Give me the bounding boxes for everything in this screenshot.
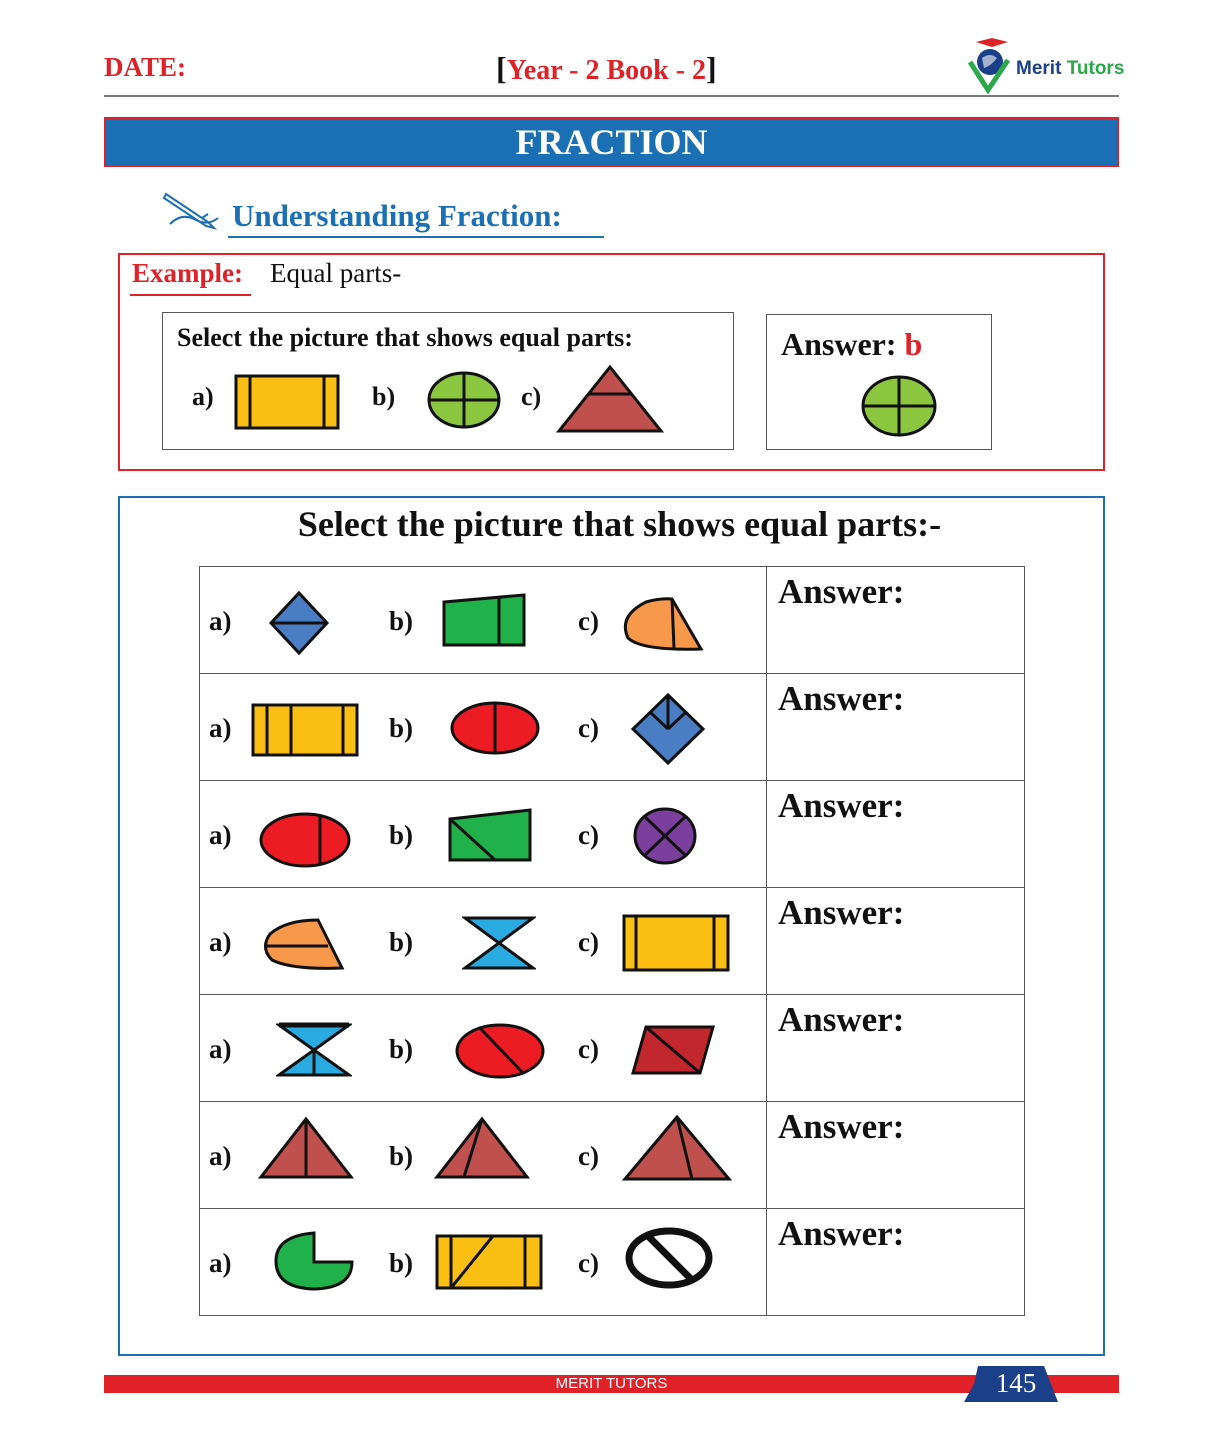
example-option-c-label: c)	[521, 382, 542, 411]
example-underline	[130, 294, 251, 296]
table-row-rule	[199, 994, 1025, 995]
row6-option-b-shape[interactable]	[434, 1116, 530, 1180]
row2-option-c-label: c)	[578, 713, 599, 743]
example-option-a-label: a)	[192, 382, 214, 411]
row5-option-b-shape[interactable]	[454, 1022, 546, 1080]
table-row-rule	[199, 887, 1025, 888]
row3-option-a-label: a)	[209, 820, 232, 850]
example-answer	[781, 326, 922, 363]
row4-answer-label: Answer:	[778, 893, 905, 932]
grad-cap-icon	[976, 38, 1008, 47]
section-underline	[228, 236, 604, 238]
row5-option-c-shape[interactable]	[630, 1024, 716, 1076]
row2-option-b-shape[interactable]	[449, 700, 541, 756]
row3-option-b-label: b)	[389, 820, 414, 850]
row5-option-b-label: b)	[389, 1034, 414, 1064]
brand-word1: Merit	[1016, 58, 1062, 79]
row7-answer-label: Answer:	[778, 1214, 905, 1253]
row1-option-c-shape[interactable]	[622, 596, 704, 652]
row3-option-c-shape[interactable]	[632, 806, 698, 866]
example-option-b-shape[interactable]	[426, 370, 502, 430]
row3-option-b-shape[interactable]	[447, 807, 533, 863]
example-option-b-label: b)	[372, 382, 396, 411]
exercise-title: Select the picture that shows equal parts:-	[297, 504, 942, 544]
row4-option-c-shape[interactable]	[622, 914, 730, 972]
row5-option-c-label: c)	[578, 1034, 599, 1064]
row7-option-b-shape[interactable]	[435, 1234, 543, 1290]
row5-answer-label: Answer:	[778, 1000, 905, 1039]
row4-option-a-label: a)	[209, 927, 232, 957]
row2-option-a-shape[interactable]	[251, 703, 359, 757]
pencil-icon	[162, 190, 224, 230]
row5-option-a-shape[interactable]	[276, 1022, 352, 1078]
row2-option-a-label: a)	[209, 713, 232, 743]
page-title: FRACTION	[515, 122, 708, 162]
brand-word2: Tutors	[1066, 58, 1125, 79]
table-divider	[766, 566, 767, 1316]
date-label: DATE:	[104, 52, 187, 82]
table-row-rule	[199, 1208, 1025, 1209]
row4-option-a-shape[interactable]	[262, 916, 346, 972]
row1-option-a-label: a)	[209, 606, 232, 636]
example-answer-value: b	[904, 326, 923, 362]
row7-option-a-shape[interactable]	[272, 1230, 356, 1292]
example-answer-label: Answer:	[781, 326, 897, 362]
row2-answer-label: Answer:	[778, 679, 905, 718]
example-label: Example:	[132, 258, 243, 288]
example-answer-shape	[860, 374, 938, 438]
row6-option-a-label: a)	[209, 1141, 232, 1171]
row7-option-a-label: a)	[209, 1248, 232, 1278]
book-label-text: Year - 2 Book - 2	[506, 55, 707, 86]
row1-answer-label: Answer:	[778, 572, 905, 611]
section-heading: Understanding Fraction:	[232, 198, 562, 233]
table-row-rule	[199, 673, 1025, 674]
row4-option-c-label: c)	[578, 927, 599, 957]
row1-option-b-shape[interactable]	[441, 592, 527, 648]
row4-option-b-shape[interactable]	[462, 915, 536, 971]
bracket-close: ]	[706, 50, 717, 86]
row7-option-c-label: c)	[578, 1248, 599, 1278]
book-label	[496, 50, 717, 87]
example-question: Select the picture that shows equal parts:	[177, 323, 633, 352]
row1-option-b-label: b)	[389, 606, 414, 636]
example-option-a-shape[interactable]	[234, 374, 340, 430]
row3-option-a-shape[interactable]	[258, 811, 352, 869]
footer-brand: MERIT TUTORS	[555, 1375, 668, 1392]
row1-option-c-label: c)	[578, 606, 599, 636]
row6-option-a-shape[interactable]	[258, 1116, 354, 1180]
row7-option-b-label: b)	[389, 1248, 414, 1278]
example-text: Equal parts-	[270, 258, 402, 288]
table-row-rule	[199, 1101, 1025, 1102]
table-row-rule	[199, 780, 1025, 781]
page-number: 145	[995, 1368, 1037, 1398]
row6-option-b-label: b)	[389, 1141, 414, 1171]
brand-name	[1016, 58, 1124, 80]
header-rule	[104, 95, 1119, 97]
row4-option-b-label: b)	[389, 927, 414, 957]
row2-option-c-shape[interactable]	[630, 692, 706, 766]
row6-answer-label: Answer:	[778, 1107, 905, 1146]
row1-option-a-shape[interactable]	[268, 590, 330, 656]
row2-option-b-label: b)	[389, 713, 414, 743]
row7-option-c-shape[interactable]	[624, 1226, 714, 1290]
row3-option-c-label: c)	[578, 820, 599, 850]
row6-option-c-label: c)	[578, 1141, 599, 1171]
row5-option-a-label: a)	[209, 1034, 232, 1064]
bracket-open: [	[496, 50, 507, 86]
row6-option-c-shape[interactable]	[622, 1114, 732, 1182]
example-option-c-shape[interactable]	[556, 364, 664, 434]
row3-answer-label: Answer:	[778, 786, 905, 825]
